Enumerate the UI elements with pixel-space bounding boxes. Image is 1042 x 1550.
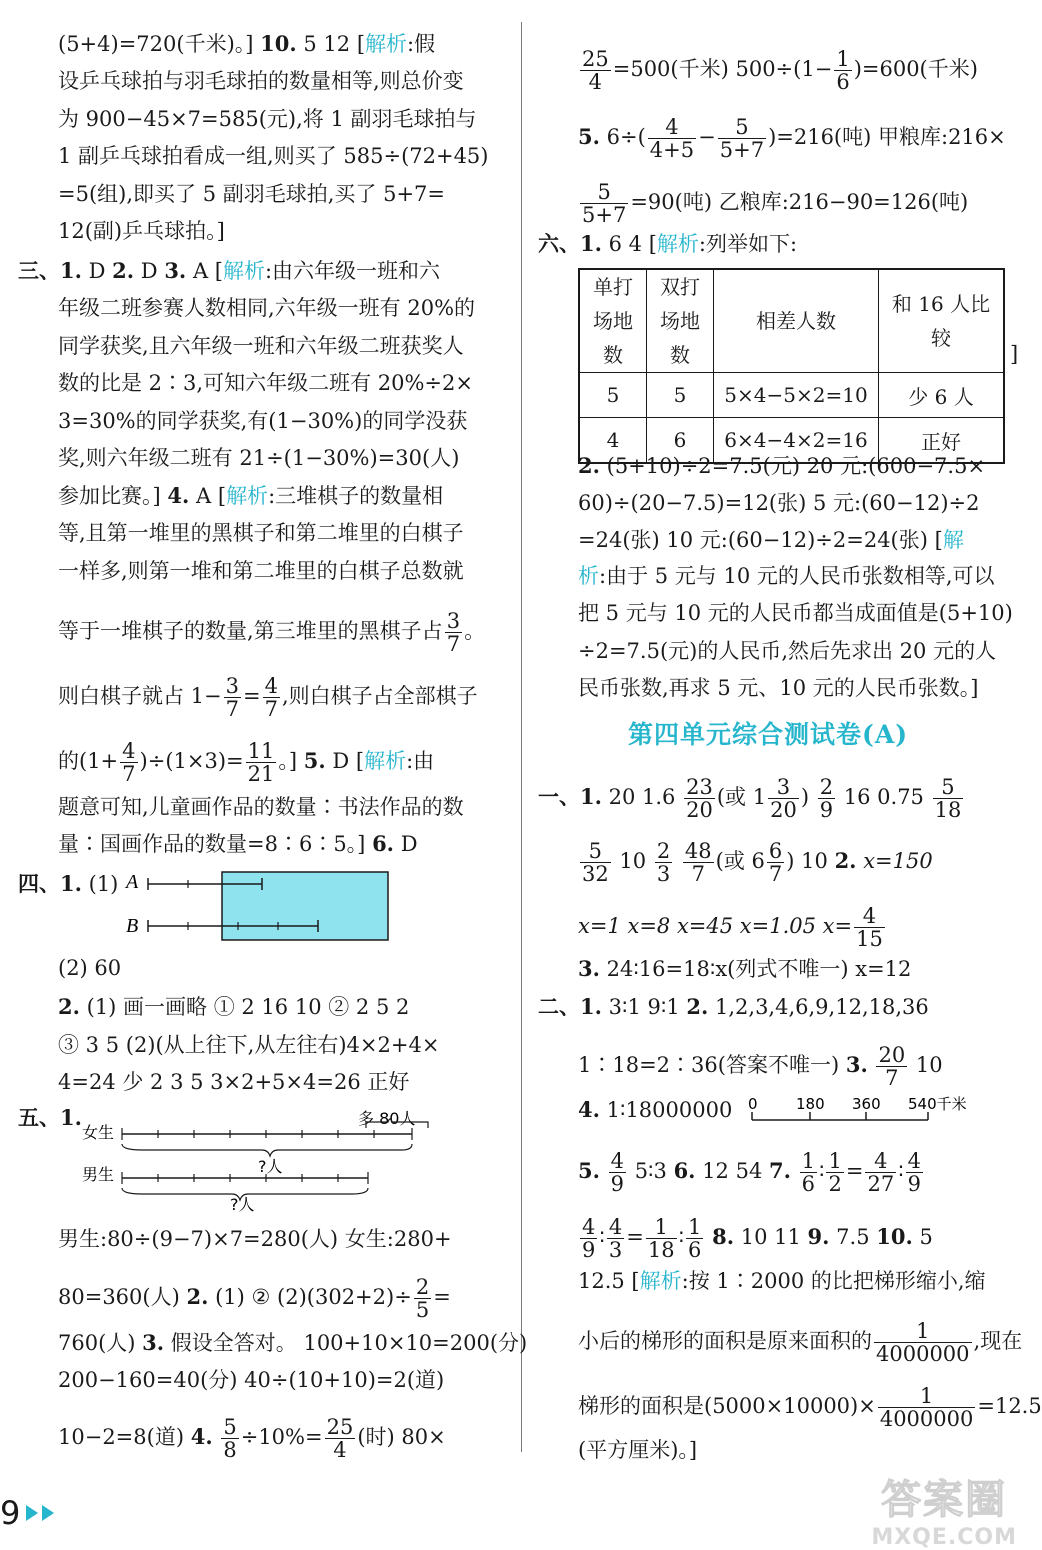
column-divider (521, 22, 522, 1452)
answer-line: 80=360(人) 2. (1) ② (2)(302+2)÷ $\frac{2}{5}$ = (58, 1275, 451, 1322)
analysis-tag: 解析 (222, 259, 265, 283)
fraction: $\frac{1}{6}$ (688, 1215, 702, 1262)
fraction: $\frac{4}{7}$ (264, 674, 278, 721)
section-five: 五、1. (18, 1105, 82, 1130)
fraction: $\frac{5}{18}$ (934, 775, 962, 822)
section-four: 四、1. (1) (18, 871, 119, 896)
answer-line: 数的比是 2∶3,可知六年级二班有 20%÷2× (58, 371, 473, 395)
answer-line: 小后的梯形的面积是原来面积的 $\frac{1}{4000000}$ ,现在 (578, 1319, 1023, 1366)
answer-line: 2. (1) 画一画略 ① 2 16 10 ② 2 5 2 (58, 994, 410, 1019)
answer-line: 3=30%的同学获奖,有(1−30%)的同学没获 (58, 409, 468, 433)
page-number: 9 (0, 1494, 21, 1532)
answer-line: $\frac{4}{9}$ ∶ $\frac{4}{3}$ = $\frac{1}{18}$ ∶ $\frac{1}{6}$ 8. 10 11 9. 7.5 10. 5 (582, 1215, 933, 1262)
answer-line: 3. 24∶16=18∶x(列式不唯一) x=12 (578, 956, 912, 981)
fraction: $\frac{4}{3}$ (608, 1215, 623, 1262)
fraction: $\frac{1}{2}$ (828, 1149, 842, 1196)
label-girls: 女生 (82, 1123, 115, 1142)
section-three: 三、1. D 2. D 3. A [解析:由六年级一班和六 (18, 258, 441, 283)
arrow-icon (26, 1505, 38, 1521)
answer-line: 析:由于 5 元与 10 元的人民币张数相等,可以 (578, 564, 995, 588)
analysis-tag: 解析 (639, 1269, 682, 1293)
answer-line: (5+4)=720(千米)。] 10. 5 12 [解析:假 (58, 31, 436, 56)
scale-label-180: 180 (796, 1095, 825, 1113)
answer-line: 民币张数,再求 5 元、10 元的人民币张数。] (578, 676, 979, 700)
scale-label-540: 540千米 (908, 1095, 967, 1113)
fraction: $\frac{4}{9}$ (582, 1215, 596, 1262)
fraction: $\frac{1}{6}$ (836, 47, 850, 94)
answer-line: $\frac{25}{4}$ =500(千米) 500÷(1− $\frac{1}{6}$ )=600(千米) (582, 47, 978, 94)
fraction: $\frac{2}{3}$ (656, 839, 671, 886)
answer-line: ÷2=7.5(元)的人民币,然后先求出 20 元的人 (578, 639, 997, 663)
label-q2: ?人 (230, 1195, 255, 1214)
fraction: $\frac{11}{21}$ (247, 739, 275, 786)
answer-line: 男生:80÷(9−7)×7=280(人) 女生:280+ (58, 1227, 452, 1251)
answer-line: 为 900−45×7=585(元),将 1 副羽毛球拍与 (58, 107, 477, 131)
label-q1: ?人 (258, 1157, 283, 1176)
answer-line: 200−160=40(分) 40÷(10+10)=2(道) (58, 1368, 445, 1392)
answer-line: =24(张) 10 元:(60−12)÷2=24(张) [解 (578, 528, 964, 552)
answer-line: (2) 60 (58, 956, 122, 980)
analysis-tag: 解析 (364, 749, 407, 773)
fraction: $\frac{1}{4000000}$ (876, 1319, 970, 1366)
fraction: $\frac{25}{4}$ (326, 1415, 354, 1462)
fraction: $\frac{20}{7}$ (878, 1043, 906, 1090)
answer-line: 等于一堆棋子的数量,第三堆里的黑棋子占 $\frac{3}{7}$ 。 (58, 609, 486, 656)
fraction: $\frac{3}{7}$ (446, 609, 461, 656)
fraction: $\frac{25}{4}$ (582, 47, 609, 94)
bar-diagram (118, 866, 398, 948)
fraction: $\frac{4}{15}$ (856, 904, 883, 951)
fraction: $\frac{4}{4+5}$ (649, 115, 695, 162)
fraction: $\frac{4}{27}$ (867, 1149, 895, 1196)
label-b: B (126, 915, 139, 937)
answer-line: 则白棋子就占 1− $\frac{3}{7}$ = $\frac{4}{7}$ ,则白棋子占全部棋子 (58, 674, 478, 721)
fraction: $\frac{5}{5+7}$ (719, 115, 765, 162)
answer-line: $\frac{5}{32}$ 10 $\frac{2}{3}$ $\frac{48}{7}$ (或 6 $\frac{6}{7}$ ) 10 2. x=150 (582, 839, 933, 886)
section-six: 六、1. 6 4 [解析:列举如下: (538, 231, 798, 256)
analysis-tag: 解 (942, 528, 964, 552)
table-row: 4 6 6×4−4×2=16 正好 (579, 418, 1004, 464)
answer-line: 奖,则六年级二班有 21÷(1−30%)=30(人) (58, 446, 460, 470)
answer-line: 设乒乓球拍与羽毛球拍的数量相等,则总价变 (58, 69, 464, 93)
unit-test-title: 第四单元综合测试卷(A) (628, 720, 909, 749)
analysis-tag: 解析 (226, 484, 269, 508)
answer-line: 把 5 元与 10 元的人民币都当成面值是(5+10) (578, 601, 1013, 625)
watermark-logo: 答案圈 MXQE.COM (871, 1477, 1017, 1550)
arrow-icon (42, 1505, 54, 1521)
answer-line: 题意可知,儿童画作品的数量∶书法作品的数 (58, 795, 464, 819)
answer-line: 10−2=8(道) 4. $\frac{5}{8}$ ÷10%= $\frac{25}{4}$ (时) 80× (58, 1415, 446, 1462)
table-row: 5 5 5×4−5×2=10 少 6 人 (579, 373, 1004, 418)
answer-line: 年级二班参赛人数相同,六年级一班有 20%的 (58, 296, 476, 320)
enumeration-table (578, 268, 1005, 464)
answer-line: 等,且第一堆里的黑棋子和第二堆里的白棋子 (58, 521, 464, 545)
fraction: $\frac{6}{7}$ (768, 839, 783, 886)
analysis-tag: 析 (578, 564, 599, 588)
fraction: $\frac{2}{5}$ (415, 1275, 430, 1322)
bracket-close: ] (1010, 342, 1019, 366)
answer-line: =5(组),即买了 5 副羽毛球拍,买了 5+7= (58, 182, 445, 206)
fraction: $\frac{4}{9}$ (907, 1149, 922, 1196)
answer-line: 760(人) 3. 假设全答对。 100+10×10=200(分) (58, 1330, 528, 1355)
analysis-tag: 解析 (656, 232, 699, 256)
shaded-area (222, 872, 388, 940)
fraction: $\frac{5}{32}$ (582, 839, 609, 886)
answer-line: 4=24 少 2 3 5 3×2+5×4=26 正好 (58, 1070, 410, 1094)
fraction: $\frac{1}{18}$ (647, 1215, 675, 1262)
fraction: $\frac{1}{6}$ (801, 1149, 815, 1196)
fraction: $\frac{2}{9}$ (819, 775, 834, 822)
fraction: $\frac{5}{8}$ (223, 1415, 237, 1462)
scale-bar (746, 1094, 986, 1128)
analysis-tag: 解析 (365, 32, 408, 56)
fraction: $\frac{4}{9}$ (610, 1149, 624, 1196)
answer-line: 梯形的面积是(5000×10000)× $\frac{1}{4000000}$ =12.5 (578, 1384, 1042, 1431)
label-a: A (126, 871, 139, 893)
answer-line: 1∶18=2∶36(答案不唯一) 3. $\frac{20}{7}$ 10 (578, 1043, 943, 1090)
label-more: 多 80人 (358, 1109, 416, 1128)
answer-line: x=1 x=8 x=45 x=1.05 x= $\frac{4}{15}$ (578, 904, 883, 951)
answer-line: 4. 1∶18000000 (578, 1097, 733, 1122)
fraction: $\frac{4}{7}$ (122, 739, 136, 786)
answer-line: ③ 3 5 (2)(从上往下,从左往右)4×2+4× (58, 1033, 440, 1057)
answer-line: 的(1+ $\frac{4}{7}$ )÷(1×3)= $\frac{11}{21}$ 。] 5. D [解析:由 (58, 739, 435, 786)
fraction: $\frac{3}{7}$ (225, 674, 240, 721)
scale-label-0: 0 (748, 1095, 758, 1113)
part-two: 二、1. 3∶1 9∶1 2. 1,2,3,4,6,9,12,18,36 (538, 994, 929, 1019)
part-one: 一、1. 20 1.6 $\frac{23}{20}$ (或 1 $\frac{3}{20}$ ) $\frac{2}{9}$ 16 0.75 $\frac{5}{18}$ (538, 775, 962, 822)
answer-line: 一样多,则第一堆和第二堆里的白棋子总数就 (58, 559, 464, 583)
answer-line: 1 副乒乓球拍看成一组,则买了 585÷(72+45) (58, 144, 489, 168)
answer-line: 12(副)乒乓球拍。] (58, 219, 225, 243)
answer-line: 2. (5+10)÷2=7.5(元) 20 元:(600−7.5× (578, 453, 986, 478)
fraction: $\frac{23}{20}$ (686, 775, 713, 822)
line-segment-diagram (82, 1104, 442, 1214)
fraction: $\frac{48}{7}$ (684, 839, 712, 886)
answer-line: 同学获奖,且六年级一班和六年级二班获奖人 (58, 334, 464, 358)
answer-line: 参加比赛。] 4. A [解析:三堆棋子的数量相 (58, 483, 444, 508)
fraction: $\frac{1}{4000000}$ (879, 1384, 974, 1431)
answer-line: 量∶国画作品的数量=8∶6∶5。] 6. D (58, 831, 418, 856)
answer-line: $\frac{5}{5+7}$ =90(吨) 乙粮库:216−90=126(吨) (582, 180, 969, 227)
table-header-row: 单打 场地数 双打 场地数 相差人数 和 16 人比较 (579, 269, 1004, 373)
answer-line: 5. 6÷( $\frac{4}{4+5}$ − $\frac{5}{5+7}$ )=216(吨) 甲粮库:216× (578, 115, 1006, 162)
scale-label-360: 360 (852, 1095, 881, 1113)
answer-line: 12.5 [解析:按 1∶2000 的比把梯形缩小,缩 (578, 1269, 986, 1293)
fraction: $\frac{5}{5+7}$ (582, 180, 627, 227)
label-boys: 男生 (82, 1165, 115, 1184)
answer-line: (平方厘米)。] (578, 1438, 698, 1462)
answer-line: 60)÷(20−7.5)=12(张) 5 元:(60−12)÷2 (578, 491, 980, 515)
answer-line: 5. $\frac{4}{9}$ 5∶3 6. 12 54 7. $\frac{1}{6}$ ∶ $\frac{1}{2}$ = $\frac{4}{27}$ ∶ $\frac{4}{9}$ (578, 1149, 922, 1196)
fraction: $\frac{3}{20}$ (770, 775, 797, 822)
